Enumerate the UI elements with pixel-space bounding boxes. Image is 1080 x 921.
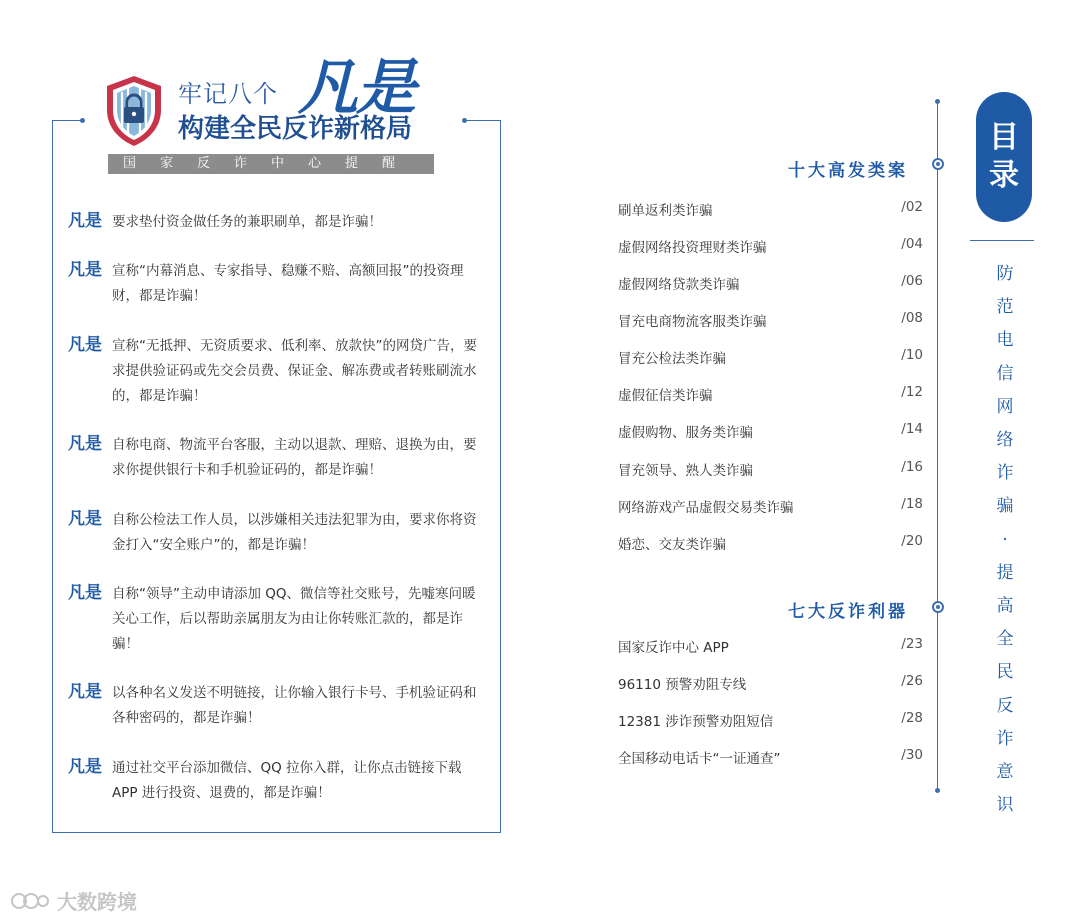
toc-entry-label: 婚恋、交友类诈骗 bbox=[618, 537, 726, 553]
rule-item bbox=[68, 334, 488, 409]
toc-entry[interactable] bbox=[618, 496, 923, 516]
toc-entry-page: /23 bbox=[901, 636, 923, 652]
toc-section-heading: 七大反诈利器 bbox=[788, 602, 908, 622]
rule-item bbox=[68, 210, 488, 235]
reminder-banner: 国家反诈中心提醒 bbox=[108, 154, 434, 174]
toc-entry[interactable] bbox=[618, 459, 923, 479]
toc-entry-label: 冒充领导、熟人类诈骗 bbox=[618, 463, 753, 479]
rule-item bbox=[68, 433, 488, 483]
toc-entry-label: 冒充公检法类诈骗 bbox=[618, 351, 726, 367]
poster-title-line1: 牢记八个 bbox=[178, 80, 278, 108]
toc-section-heading: 十大高发类案 bbox=[788, 161, 908, 181]
toc-entry[interactable] bbox=[618, 421, 923, 441]
toc-entry-page: /10 bbox=[901, 347, 923, 363]
toc-entry[interactable] bbox=[618, 273, 923, 293]
toc-entry[interactable] bbox=[618, 673, 923, 693]
toc-entry-label: 网络游戏产品虚假交易类诈骗 bbox=[618, 500, 794, 516]
vertical-slogan: 防范电信网络诈骗·提高全民反诈意识 bbox=[996, 264, 1014, 816]
rule-text: 宣称“内幕消息、专家指导、稳赚不赔、高额回报”的投资理财，都是诈骗！ bbox=[112, 263, 464, 304]
rule-keyword: 凡是 bbox=[68, 434, 102, 454]
toc-entry-label: 全国移动电话卡“一证通查” bbox=[618, 751, 781, 767]
frame-dot bbox=[462, 118, 467, 123]
toc-entry-label: 12381 涉诈预警劝阻短信 bbox=[618, 714, 774, 730]
watermark-logo-icon bbox=[10, 890, 50, 912]
rule-keyword: 凡是 bbox=[68, 583, 102, 603]
toc-entry[interactable] bbox=[618, 636, 923, 656]
toc-timeline-line bbox=[937, 103, 938, 791]
rule-text: 通过社交平台添加微信、QQ 拉你入群，让你点击链接下载 APP 进行投资、退费的，都是诈骗！ bbox=[112, 760, 462, 801]
rule-keyword: 凡是 bbox=[68, 757, 102, 777]
toc-entry-label: 虚假网络贷款类诈骗 bbox=[618, 277, 740, 293]
toc-entry-page: /02 bbox=[901, 199, 923, 215]
toc-entry[interactable] bbox=[618, 236, 923, 256]
timeline-end-dot bbox=[935, 788, 940, 793]
toc-entry-page: /26 bbox=[901, 673, 923, 689]
poster-title-emphasis: 凡是 bbox=[298, 53, 414, 123]
toc-entry[interactable] bbox=[618, 710, 923, 730]
rule-text: 自称“领导”主动申请添加 QQ、微信等社交账号，先嘘寒问暖关心工作，后以帮助亲属朋友为由让你转账汇款的，都是诈骗！ bbox=[112, 586, 476, 652]
toc-entry-page: /06 bbox=[901, 273, 923, 289]
toc-entry-label: 虚假购物、服务类诈骗 bbox=[618, 425, 753, 441]
rule-keyword: 凡是 bbox=[68, 682, 102, 702]
toc-entry[interactable] bbox=[618, 747, 923, 767]
toc-entry-page: /30 bbox=[901, 747, 923, 763]
rule-item bbox=[68, 508, 488, 558]
toc-entry[interactable] bbox=[618, 310, 923, 330]
toc-entry-page: /20 bbox=[901, 533, 923, 549]
watermark bbox=[10, 886, 137, 915]
rule-item bbox=[68, 756, 488, 806]
rule-text: 宣称“无抵押、无资质要求、低利率、放款快”的网贷广告，要求提供验证码或先交会员费、保证金、解冻费或者转账刷流水的，都是诈骗！ bbox=[112, 338, 477, 404]
rule-item bbox=[68, 582, 488, 657]
frame-dot bbox=[80, 118, 85, 123]
contents-heading-char: 目 bbox=[989, 120, 1019, 155]
contents-heading-pill bbox=[976, 92, 1032, 222]
toc-entry-label: 冒充电商物流客服类诈骗 bbox=[618, 314, 767, 330]
toc-entry-label: 刷单返利类诈骗 bbox=[618, 203, 713, 219]
toc-entry-page: /16 bbox=[901, 459, 923, 475]
rule-text: 要求垫付资金做任务的兼职刷单，都是诈骗！ bbox=[112, 214, 382, 230]
toc-entry-label: 96110 预警劝阻专线 bbox=[618, 677, 747, 693]
toc-entry-label: 国家反诈中心 APP bbox=[618, 640, 729, 656]
toc-entry-page: /18 bbox=[901, 496, 923, 512]
toc-entry-page: /04 bbox=[901, 236, 923, 252]
section-marker-icon bbox=[932, 158, 944, 170]
toc-entry[interactable] bbox=[618, 533, 923, 553]
toc-entry-label: 虚假网络投资理财类诈骗 bbox=[618, 240, 767, 256]
frame-top-left-edge bbox=[52, 120, 82, 121]
rule-keyword: 凡是 bbox=[68, 509, 102, 529]
rule-text: 自称公检法工作人员，以涉嫌相关违法犯罪为由，要求你将资金打入“安全账户”的，都是诈骗！ bbox=[112, 512, 477, 553]
section-marker-icon bbox=[932, 601, 944, 613]
toc-entry-page: /28 bbox=[901, 710, 923, 726]
poster-title-line2: 构建全民反诈新格局 bbox=[178, 114, 413, 144]
heading-divider bbox=[970, 240, 1034, 241]
watermark-text: 大数跨境 bbox=[56, 890, 137, 914]
toc-entry-page: /08 bbox=[901, 310, 923, 326]
toc-entry-page: /14 bbox=[901, 421, 923, 437]
toc-entry-page: /12 bbox=[901, 384, 923, 400]
rule-keyword: 凡是 bbox=[68, 211, 102, 231]
toc-entry-label: 虚假征信类诈骗 bbox=[618, 388, 713, 404]
frame-top-right-edge bbox=[464, 120, 500, 121]
rule-keyword: 凡是 bbox=[68, 260, 102, 280]
rule-keyword: 凡是 bbox=[68, 335, 102, 355]
shield-lock-icon bbox=[104, 74, 164, 148]
toc-entry[interactable] bbox=[618, 199, 923, 219]
toc-entry[interactable] bbox=[618, 384, 923, 404]
rule-text: 自称电商、物流平台客服，主动以退款、理赔、退换为由，要求你提供银行卡和手机验证码的，都是诈骗！ bbox=[112, 437, 477, 478]
rule-text: 以各种名义发送不明链接，让你输入银行卡号、手机验证码和各种密码的，都是诈骗！ bbox=[112, 685, 477, 726]
rule-item bbox=[68, 681, 488, 731]
timeline-end-dot bbox=[935, 99, 940, 104]
rule-item bbox=[68, 259, 488, 309]
toc-entry[interactable] bbox=[618, 347, 923, 367]
contents-heading-char: 录 bbox=[989, 158, 1019, 193]
